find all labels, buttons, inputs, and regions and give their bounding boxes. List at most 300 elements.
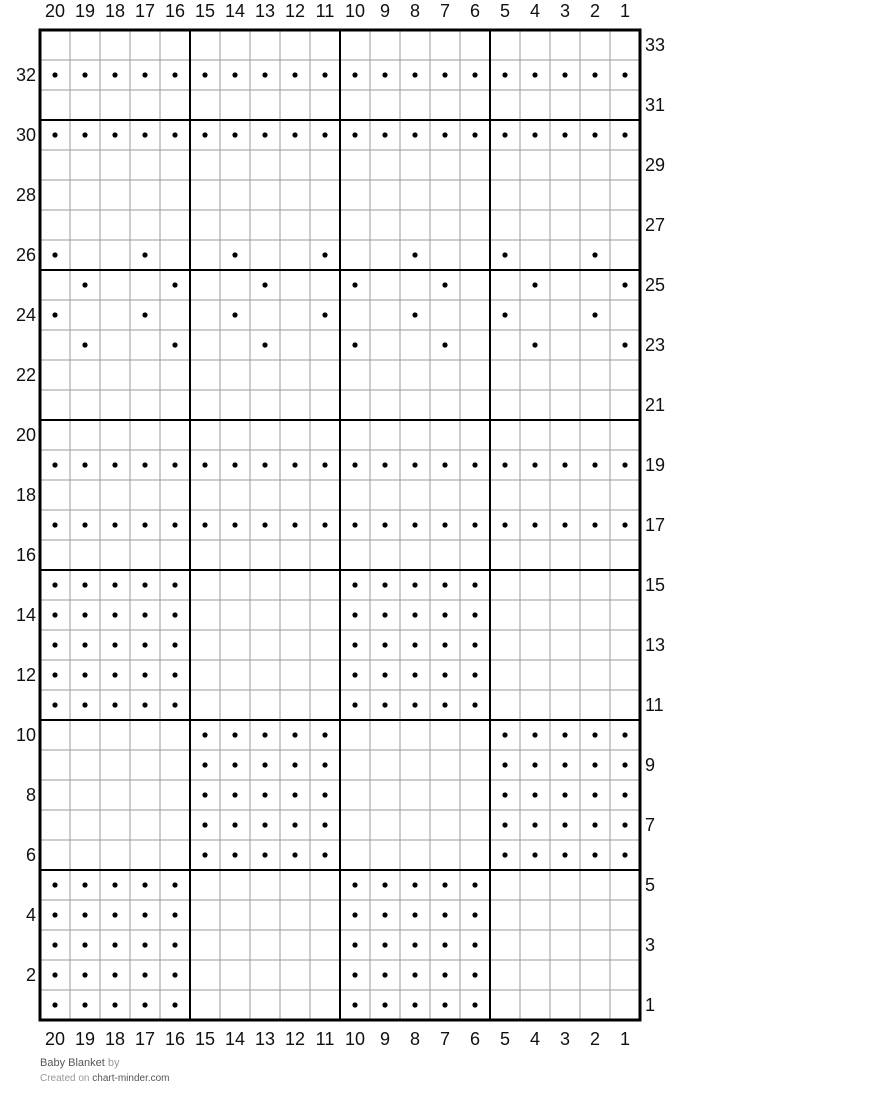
column-number-bottom: 9 <box>379 1029 391 1049</box>
row-number-left: 30 <box>15 125 36 145</box>
column-number-top: 3 <box>559 1 571 21</box>
stitch-dot <box>412 702 417 707</box>
column-number-top: 12 <box>284 1 306 21</box>
column-number-bottom: 4 <box>529 1029 541 1049</box>
column-number-top: 8 <box>409 1 421 21</box>
stitch-dot <box>322 762 327 767</box>
row-number-left: 22 <box>15 365 36 385</box>
stitch-dot <box>142 882 147 887</box>
stitch-dot <box>322 822 327 827</box>
stitch-dot <box>532 522 537 527</box>
stitch-dot <box>112 972 117 977</box>
row-number-left: 8 <box>25 785 36 805</box>
created-on-label: Created on <box>40 1073 90 1084</box>
column-number-bottom: 12 <box>284 1029 306 1049</box>
stitch-dot <box>502 762 507 767</box>
stitch-dot <box>532 732 537 737</box>
column-number-bottom: 16 <box>164 1029 186 1049</box>
stitch-dot <box>142 1002 147 1007</box>
stitch-dot <box>112 132 117 137</box>
stitch-dot <box>622 852 627 857</box>
stitch-dot <box>52 672 57 677</box>
stitch-dot <box>52 912 57 917</box>
stitch-dot <box>112 702 117 707</box>
stitch-dot <box>352 522 357 527</box>
stitch-dot <box>352 132 357 137</box>
stitch-dot <box>532 342 537 347</box>
stitch-dot <box>562 72 567 77</box>
stitch-dot <box>352 72 357 77</box>
stitch-dot <box>82 612 87 617</box>
stitch-dot <box>442 882 447 887</box>
stitch-dot <box>142 642 147 647</box>
stitch-dot <box>382 912 387 917</box>
stitch-dot <box>142 72 147 77</box>
stitch-dot <box>52 252 57 257</box>
stitch-dot <box>352 612 357 617</box>
stitch-dot <box>472 882 477 887</box>
stitch-dot <box>532 282 537 287</box>
stitch-dot <box>322 72 327 77</box>
stitch-dot <box>82 942 87 947</box>
stitch-dot <box>502 252 507 257</box>
stitch-dot <box>622 732 627 737</box>
stitch-dot <box>172 912 177 917</box>
stitch-dot <box>82 882 87 887</box>
stitch-dot <box>622 522 627 527</box>
stitch-dot <box>172 642 177 647</box>
stitch-dot <box>172 612 177 617</box>
stitch-dot <box>622 282 627 287</box>
stitch-dot <box>502 132 507 137</box>
stitch-dot <box>382 942 387 947</box>
stitch-dot <box>502 462 507 467</box>
stitch-dot <box>502 72 507 77</box>
stitch-dot <box>232 792 237 797</box>
stitch-dot <box>52 882 57 887</box>
stitch-dot <box>82 672 87 677</box>
stitch-dot <box>202 822 207 827</box>
stitch-dot <box>52 942 57 947</box>
column-number-top: 16 <box>164 1 186 21</box>
stitch-dot <box>442 642 447 647</box>
stitch-dot <box>82 132 87 137</box>
row-number-right: 7 <box>645 815 656 835</box>
stitch-dot <box>442 72 447 77</box>
column-number-top: 5 <box>499 1 511 21</box>
stitch-dot <box>622 762 627 767</box>
column-numbers-bottom <box>45 1029 630 1049</box>
stitch-dot <box>532 822 537 827</box>
stitch-dot <box>532 132 537 137</box>
row-number-left: 18 <box>15 485 36 505</box>
stitch-dot <box>142 312 147 317</box>
stitch-dot <box>322 792 327 797</box>
stitch-dot <box>172 942 177 947</box>
column-number-bottom: 3 <box>559 1029 571 1049</box>
row-numbers-right <box>645 35 665 1015</box>
column-number-top: 4 <box>529 1 541 21</box>
stitch-dot <box>472 642 477 647</box>
column-number-bottom: 8 <box>409 1029 421 1049</box>
stitch-dot <box>262 822 267 827</box>
stitch-dot <box>412 972 417 977</box>
stitch-dot <box>382 972 387 977</box>
row-number-right: 27 <box>645 215 666 235</box>
stitch-dot <box>472 462 477 467</box>
stitch-dot <box>352 282 357 287</box>
stitch-dot <box>442 132 447 137</box>
column-number-top: 19 <box>74 1 96 21</box>
stitch-dot <box>232 462 237 467</box>
stitch-dot <box>352 882 357 887</box>
row-number-right: 19 <box>645 455 666 475</box>
stitch-dot <box>592 822 597 827</box>
stitch-dot <box>622 342 627 347</box>
row-number-left: 6 <box>25 845 36 865</box>
stitch-dot <box>142 522 147 527</box>
stitch-dot <box>232 732 237 737</box>
stitch-dot <box>52 972 57 977</box>
column-number-top: 2 <box>589 1 601 21</box>
stitch-dot <box>472 582 477 587</box>
stitch-dot <box>322 462 327 467</box>
row-number-left: 28 <box>15 185 36 205</box>
stitch-dot <box>532 72 537 77</box>
stitch-dot <box>472 912 477 917</box>
stitch-dot <box>112 582 117 587</box>
stitch-dot <box>472 702 477 707</box>
stitch-dot <box>502 822 507 827</box>
footer-credit-line <box>40 1073 170 1084</box>
stitch-dot <box>172 582 177 587</box>
stitch-dot <box>172 342 177 347</box>
stitch-dot <box>442 582 447 587</box>
row-number-right: 15 <box>645 575 666 595</box>
row-number-right: 11 <box>645 695 664 715</box>
stitch-dot <box>112 612 117 617</box>
column-number-bottom: 15 <box>194 1029 216 1049</box>
stitch-dot <box>202 792 207 797</box>
stitch-dot <box>322 852 327 857</box>
stitch-dot <box>382 612 387 617</box>
stitch-dot <box>262 762 267 767</box>
stitch-dot <box>292 462 297 467</box>
column-number-top: 17 <box>134 1 156 21</box>
stitch-dot <box>502 522 507 527</box>
stitch-dot <box>172 882 177 887</box>
stitch-dot <box>112 672 117 677</box>
column-number-top: 11 <box>315 1 335 21</box>
column-number-bottom: 17 <box>134 1029 156 1049</box>
stitch-dot <box>442 702 447 707</box>
stitch-dot <box>142 582 147 587</box>
stitch-dot <box>412 612 417 617</box>
column-number-bottom: 14 <box>224 1029 246 1049</box>
row-number-right: 17 <box>645 515 666 535</box>
stitch-dot <box>592 792 597 797</box>
column-number-bottom: 5 <box>499 1029 511 1049</box>
stitch-dot <box>232 132 237 137</box>
stitch-dot <box>412 942 417 947</box>
row-number-left: 10 <box>15 725 36 745</box>
stitch-dot <box>292 792 297 797</box>
stitch-dot <box>442 342 447 347</box>
stitch-dot <box>262 522 267 527</box>
stitch-dot <box>202 72 207 77</box>
stitch-dot <box>172 132 177 137</box>
stitch-dot <box>52 312 57 317</box>
stitch-dot <box>412 522 417 527</box>
stitch-dot <box>52 132 57 137</box>
stitch-dot <box>82 1002 87 1007</box>
stitch-dot <box>352 642 357 647</box>
stitch-dot <box>382 1002 387 1007</box>
stitch-dot <box>472 132 477 137</box>
stitch-dot <box>352 342 357 347</box>
stitch-dot <box>382 672 387 677</box>
stitch-dot <box>562 522 567 527</box>
stitch-dot <box>382 582 387 587</box>
stitch-dot <box>202 462 207 467</box>
stitch-dot <box>82 522 87 527</box>
by-label: by <box>107 1057 120 1069</box>
stitch-dot <box>562 822 567 827</box>
column-number-bottom: 18 <box>104 1029 126 1049</box>
stitch-dot <box>172 972 177 977</box>
stitch-dot <box>622 462 627 467</box>
stitch-dot <box>472 942 477 947</box>
stitch-dot <box>412 582 417 587</box>
stitch-dot <box>112 642 117 647</box>
row-number-right: 3 <box>645 935 656 955</box>
column-number-bottom: 13 <box>254 1029 276 1049</box>
stitch-dot <box>592 462 597 467</box>
stitch-dot <box>352 1002 357 1007</box>
stitch-dot <box>112 882 117 887</box>
stitch-dot <box>292 522 297 527</box>
stitch-dot <box>562 732 567 737</box>
stitch-dot <box>502 792 507 797</box>
stitch-dot <box>592 252 597 257</box>
stitch-dot <box>532 792 537 797</box>
stitch-dot <box>562 852 567 857</box>
stitch-dot <box>592 312 597 317</box>
stitch-dot <box>262 852 267 857</box>
stitch-dot <box>172 72 177 77</box>
stitch-dot <box>142 252 147 257</box>
stitch-dot <box>442 972 447 977</box>
stitch-dot <box>172 672 177 677</box>
stitch-dot <box>352 582 357 587</box>
stitch-dot <box>442 462 447 467</box>
stitch-dot <box>592 132 597 137</box>
stitch-dot <box>292 72 297 77</box>
stitch-dot <box>292 822 297 827</box>
stitch-dot <box>382 702 387 707</box>
stitch-dot <box>142 942 147 947</box>
stitch-dot <box>172 702 177 707</box>
stitch-dot <box>412 132 417 137</box>
stitch-dot <box>112 912 117 917</box>
stitch-dot <box>82 342 87 347</box>
column-number-bottom: 20 <box>44 1029 66 1049</box>
stitch-dot <box>502 732 507 737</box>
stitch-dot <box>142 672 147 677</box>
column-number-bottom: 19 <box>74 1029 96 1049</box>
stitch-dot <box>52 582 57 587</box>
stitch-dot <box>472 72 477 77</box>
stitch-dot <box>382 72 387 77</box>
stitch-dot <box>82 642 87 647</box>
stitch-dot <box>382 642 387 647</box>
stitch-dot <box>232 252 237 257</box>
stitch-dot <box>472 612 477 617</box>
stitch-dot <box>172 1002 177 1007</box>
stitch-dot <box>202 522 207 527</box>
stitch-dot <box>352 702 357 707</box>
stitch-dot <box>262 792 267 797</box>
row-number-right: 5 <box>645 875 656 895</box>
stitch-dot <box>82 582 87 587</box>
stitch-dot <box>622 822 627 827</box>
stitch-dot <box>352 912 357 917</box>
stitch-dot <box>412 312 417 317</box>
stitch-dot <box>352 942 357 947</box>
stitch-dot <box>142 972 147 977</box>
stitch-dot <box>592 72 597 77</box>
stitch-dot <box>592 762 597 767</box>
column-number-bottom: 2 <box>589 1029 601 1049</box>
row-number-right: 23 <box>645 335 666 355</box>
stitch-dot <box>112 462 117 467</box>
stitch-dot <box>412 912 417 917</box>
column-number-top: 20 <box>44 1 66 21</box>
column-number-top: 14 <box>224 1 246 21</box>
stitch-dot <box>382 462 387 467</box>
column-numbers-top <box>45 1 630 21</box>
row-number-right: 21 <box>645 395 666 415</box>
pattern-title: Baby Blanket <box>40 1057 105 1069</box>
row-number-right: 25 <box>645 275 666 295</box>
stitch-dot <box>622 132 627 137</box>
stitch-dot <box>232 762 237 767</box>
stitch-dot <box>82 972 87 977</box>
row-number-left: 24 <box>15 305 36 325</box>
stitch-dot <box>412 1002 417 1007</box>
row-number-left: 4 <box>25 905 36 925</box>
row-number-right: 33 <box>645 35 666 55</box>
stitch-dot <box>82 702 87 707</box>
stitch-dot <box>412 642 417 647</box>
stitch-dot <box>262 282 267 287</box>
stitch-dot <box>352 462 357 467</box>
stitch-dot <box>322 312 327 317</box>
stitch-dot <box>202 762 207 767</box>
stitch-dot <box>472 672 477 677</box>
stitch-dot <box>262 462 267 467</box>
stitch-dot <box>412 882 417 887</box>
stitch-dot <box>142 702 147 707</box>
stitch-dot <box>412 72 417 77</box>
stitch-dot <box>202 852 207 857</box>
row-number-right: 29 <box>645 155 666 175</box>
stitch-dot <box>442 942 447 947</box>
stitch-dot <box>532 852 537 857</box>
stitch-dot <box>202 732 207 737</box>
stitch-dot <box>592 522 597 527</box>
stitch-dot <box>142 462 147 467</box>
column-number-top: 15 <box>194 1 216 21</box>
stitch-dot <box>322 522 327 527</box>
stitch-dot <box>142 912 147 917</box>
stitch-dot <box>412 252 417 257</box>
stitch-dot <box>322 252 327 257</box>
stitch-dot <box>82 462 87 467</box>
stitch-dot <box>262 132 267 137</box>
row-number-left: 20 <box>15 425 36 445</box>
stitch-dot <box>172 522 177 527</box>
row-number-left: 14 <box>15 605 36 625</box>
site-link[interactable]: chart-minder.com <box>92 1073 170 1084</box>
stitch-dot <box>262 732 267 737</box>
column-number-top: 9 <box>379 1 391 21</box>
stitch-dot <box>232 522 237 527</box>
row-number-left: 12 <box>15 665 36 685</box>
stitch-dot <box>292 852 297 857</box>
column-number-top: 7 <box>439 1 451 21</box>
row-number-left: 16 <box>15 545 36 565</box>
stitch-dot <box>82 912 87 917</box>
stitch-dot <box>52 1002 57 1007</box>
stitch-dot <box>562 792 567 797</box>
stitch-dot <box>352 972 357 977</box>
chart-footer <box>40 1057 170 1084</box>
stitch-dot <box>442 912 447 917</box>
stitch-dot <box>472 522 477 527</box>
stitch-dot <box>442 612 447 617</box>
stitch-dot <box>112 1002 117 1007</box>
stitch-dot <box>562 462 567 467</box>
stitch-dot <box>82 72 87 77</box>
stitch-dot <box>352 672 357 677</box>
stitch-dot <box>472 1002 477 1007</box>
stitch-dot <box>442 1002 447 1007</box>
stitch-dot <box>382 132 387 137</box>
stitch-dot <box>382 522 387 527</box>
stitch-dot <box>472 972 477 977</box>
stitch-dot <box>52 642 57 647</box>
stitch-dot <box>412 672 417 677</box>
row-numbers-left <box>16 65 36 985</box>
stitch-dot <box>262 342 267 347</box>
stitch-dot <box>232 822 237 827</box>
stitch-dot <box>532 762 537 767</box>
stitch-dot <box>292 732 297 737</box>
row-number-right: 9 <box>645 755 656 775</box>
stitch-dot <box>52 72 57 77</box>
stitch-dot <box>532 462 537 467</box>
stitch-dot <box>112 522 117 527</box>
row-number-right: 13 <box>645 635 666 655</box>
stitch-dot <box>202 132 207 137</box>
stitch-dot <box>322 732 327 737</box>
stitch-dot <box>232 72 237 77</box>
stitch-dot <box>232 312 237 317</box>
stitch-dot <box>52 522 57 527</box>
stitch-dot <box>52 702 57 707</box>
stitch-dot <box>82 282 87 287</box>
